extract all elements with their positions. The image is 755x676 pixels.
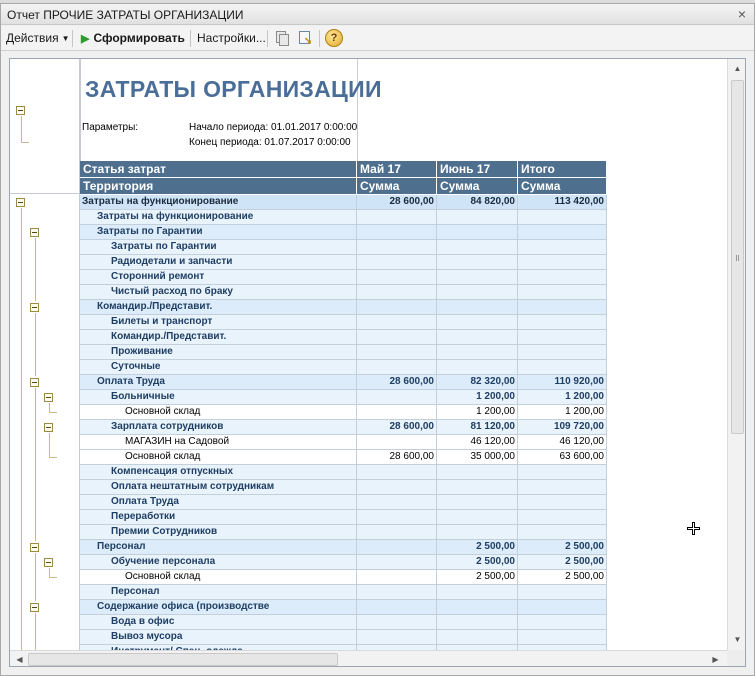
tree-line [35,388,36,541]
row-june-sum [437,495,518,510]
row-june-sum [437,210,518,225]
row-may-sum: 28 600,00 [357,195,437,210]
row-june-sum [437,270,518,285]
row-cost-item: Больничные [80,390,357,405]
row-june-sum [437,345,518,360]
row-june-sum [437,480,518,495]
row-total-sum [518,240,607,255]
tree-line [49,403,50,412]
row-may-sum [357,285,437,300]
scrollbar-corner [727,650,746,667]
gutter-divider [10,193,80,194]
row-total-sum [518,495,607,510]
row-june-sum: 2 500,00 [437,540,518,555]
row-may-sum [357,225,437,240]
row-june-sum [437,255,518,270]
row-total-sum [518,510,607,525]
row-june-sum [437,240,518,255]
row-cost-item: Вывоз мусора [80,630,357,645]
row-total-sum [518,345,607,360]
row-may-sum [357,510,437,525]
row-may-sum [357,555,437,570]
row-may-sum [357,465,437,480]
row-cost-item: Чистый расход по браку [80,285,357,300]
row-june-sum [437,465,518,480]
row-total-sum [518,360,607,375]
copy-documents-icon[interactable] [274,30,291,47]
header-sum: Сумма [357,178,437,195]
row-total-sum [518,465,607,480]
row-june-sum: 1 200,00 [437,405,518,420]
row-cost-item: Командир./Представит. [80,330,357,345]
period-end: Конец периода: 01.07.2017 0:00:00 [189,137,351,148]
tree-line [49,433,50,457]
toolbar-separator [72,30,73,47]
collapse-toggle-icon[interactable] [44,558,53,567]
row-total-sum [518,615,607,630]
toolbar-separator [190,30,191,47]
collapse-toggle-icon[interactable] [44,423,53,432]
row-cost-item: Вода в офис [80,615,357,630]
horizontal-scrollbar[interactable] [10,650,727,667]
row-may-sum [357,630,437,645]
row-total-sum: 2 500,00 [518,570,607,585]
tree-line [49,412,57,413]
header-cost-item: Статья затрат [80,161,357,178]
row-total-sum [518,480,607,495]
row-cost-item: Оплата Труда [80,375,357,390]
row-cost-item: Оплата Труда [80,495,357,510]
row-june-sum [437,600,518,615]
row-may-sum [357,615,437,630]
collapse-toggle-icon[interactable] [30,378,39,387]
actions-menu-button[interactable] [6,29,70,48]
collapse-toggle-icon[interactable] [16,198,25,207]
row-june-sum [437,300,518,315]
row-june-sum [437,330,518,345]
row-total-sum [518,285,607,300]
row-may-sum [357,255,437,270]
tree-line [35,613,36,650]
vertical-scrollbar[interactable] [727,59,746,650]
window-title: Отчет ПРОЧИЕ ЗАТРАТЫ ОРГАНИЗАЦИИ [7,8,244,22]
row-june-sum: 1 200,00 [437,390,518,405]
header-june: Июнь 17 [437,161,518,178]
tree-line [49,568,50,577]
generate-button[interactable] [81,29,185,48]
row-cost-item: Основной склад [80,450,357,465]
row-cost-item: Проживание [80,345,357,360]
row-cost-item: Радиодетали и запчасти [80,255,357,270]
report-window [0,3,755,676]
header-may: Май 17 [357,161,437,178]
row-cost-item: Содержание офиса (производстве [80,600,357,615]
row-total-sum: 46 120,00 [518,435,607,450]
report-area[interactable] [9,58,746,667]
row-cost-item: Переработки [80,510,357,525]
row-cost-item: Персонал [80,585,357,600]
row-total-sum [518,300,607,315]
row-may-sum [357,435,437,450]
row-cost-item: Затраты на функционирование [80,195,357,210]
toolbar [1,26,754,51]
toolbar-separator [267,30,268,47]
row-total-sum [518,270,607,285]
row-total-sum: 110 920,00 [518,375,607,390]
tree-line [49,577,57,578]
row-may-sum [357,495,437,510]
row-may-sum [357,570,437,585]
collapse-toggle-icon[interactable] [30,603,39,612]
scroll-right-icon[interactable]: ▶ [712,655,719,664]
row-may-sum: 28 600,00 [357,420,437,435]
row-total-sum: 113 420,00 [518,195,607,210]
row-total-sum [518,525,607,540]
tree-line [35,313,36,376]
row-june-sum: 2 500,00 [437,570,518,585]
tree-line [21,208,22,650]
help-icon[interactable]: ? [325,29,343,47]
row-cost-item: Командир./Представит. [80,300,357,315]
header-total: Итого [518,161,607,178]
row-cost-item: Оплата нештатным сотрудникам [80,480,357,495]
export-icon[interactable]: ➘ [297,30,314,47]
row-may-sum [357,480,437,495]
actions-label: Действия [6,31,59,45]
row-cost-item: Персонал [80,540,357,555]
row-may-sum [357,210,437,225]
row-may-sum [357,360,437,375]
horizontal-scroll-thumb[interactable] [28,653,338,666]
row-may-sum [357,315,437,330]
tree-line [21,142,29,143]
row-cost-item: МАГАЗИН на Садовой [80,435,357,450]
row-june-sum: 46 120,00 [437,435,518,450]
row-cost-item: Суточные [80,360,357,375]
row-may-sum [357,300,437,315]
row-cost-item: Основной склад [80,405,357,420]
header-sum: Сумма [518,178,607,195]
row-june-sum: 2 500,00 [437,555,518,570]
settings-button[interactable]: Настройки... [197,31,266,45]
row-total-sum: 1 200,00 [518,390,607,405]
row-cost-item: Основной склад [80,570,357,585]
collapse-toggle-icon[interactable] [44,393,53,402]
row-cost-item: Затраты на функционирование [80,210,357,225]
grouping-gutter [10,59,80,650]
collapse-toggle-icon[interactable] [30,228,39,237]
row-may-sum [357,540,437,555]
row-june-sum [437,360,518,375]
row-june-sum: 82 320,00 [437,375,518,390]
row-may-sum: 28 600,00 [357,375,437,390]
title-bar [1,4,754,25]
header-territory: Территория [80,178,357,195]
row-may-sum [357,585,437,600]
row-total-sum [518,600,607,615]
close-icon[interactable]: × [737,6,746,22]
scroll-down-icon[interactable]: ▼ [733,635,742,644]
row-cost-item: Билеты и транспорт [80,315,357,330]
row-total-sum [518,330,607,345]
row-june-sum [437,630,518,645]
row-may-sum [357,390,437,405]
row-total-sum: 2 500,00 [518,540,607,555]
row-may-sum [357,405,437,420]
row-total-sum [518,225,607,240]
toolbar-separator [319,30,320,47]
row-may-sum [357,270,437,285]
params-label: Параметры: [82,122,139,133]
mouse-cursor-icon [687,522,700,535]
vertical-scroll-thumb[interactable] [731,80,744,434]
row-june-sum [437,510,518,525]
row-june-sum [437,315,518,330]
collapse-toggle-icon[interactable] [30,543,39,552]
collapse-toggle-icon[interactable] [30,303,39,312]
row-may-sum [357,345,437,360]
row-cost-item: Сторонний ремонт [80,270,357,285]
row-total-sum [518,315,607,330]
report-title: ЗАТРАТЫ ОРГАНИЗАЦИИ [85,76,382,102]
scroll-up-icon[interactable]: ▲ [733,64,742,73]
row-may-sum [357,240,437,255]
row-total-sum: 63 600,00 [518,450,607,465]
tree-line [35,238,36,301]
row-total-sum [518,585,607,600]
row-cost-item: Обучение персонала [80,555,357,570]
period-start: Начало периода: 01.01.2017 0:00:00 [189,122,358,133]
row-june-sum [437,615,518,630]
row-total-sum [518,210,607,225]
header-sum: Сумма [437,178,518,195]
row-may-sum: 28 600,00 [357,450,437,465]
row-june-sum [437,585,518,600]
row-may-sum [357,600,437,615]
play-icon: ▶ [81,33,90,45]
row-may-sum [357,330,437,345]
row-cost-item: Компенсация отпускных [80,465,357,480]
row-cost-item: Затраты по Гарантии [80,240,357,255]
tree-line [49,457,57,458]
collapse-toggle-icon[interactable] [16,106,25,115]
row-cost-item: Затраты по Гарантии [80,225,357,240]
row-june-sum [437,285,518,300]
row-total-sum: 1 200,00 [518,405,607,420]
tree-line [35,553,36,601]
row-cost-item: Зарплата сотрудников [80,420,357,435]
row-total-sum [518,255,607,270]
row-total-sum: 109 720,00 [518,420,607,435]
row-june-sum [437,225,518,240]
row-june-sum: 35 000,00 [437,450,518,465]
scroll-left-icon[interactable]: ◀ [16,655,23,664]
row-june-sum: 81 120,00 [437,420,518,435]
row-may-sum [357,525,437,540]
row-june-sum [437,525,518,540]
row-total-sum [518,630,607,645]
row-total-sum: 2 500,00 [518,555,607,570]
row-cost-item: Премии Сотрудников [80,525,357,540]
row-june-sum: 84 820,00 [437,195,518,210]
dropdown-arrow-icon: ▼ [61,34,70,43]
generate-label: Сформировать [93,31,185,45]
tree-line [21,116,22,142]
